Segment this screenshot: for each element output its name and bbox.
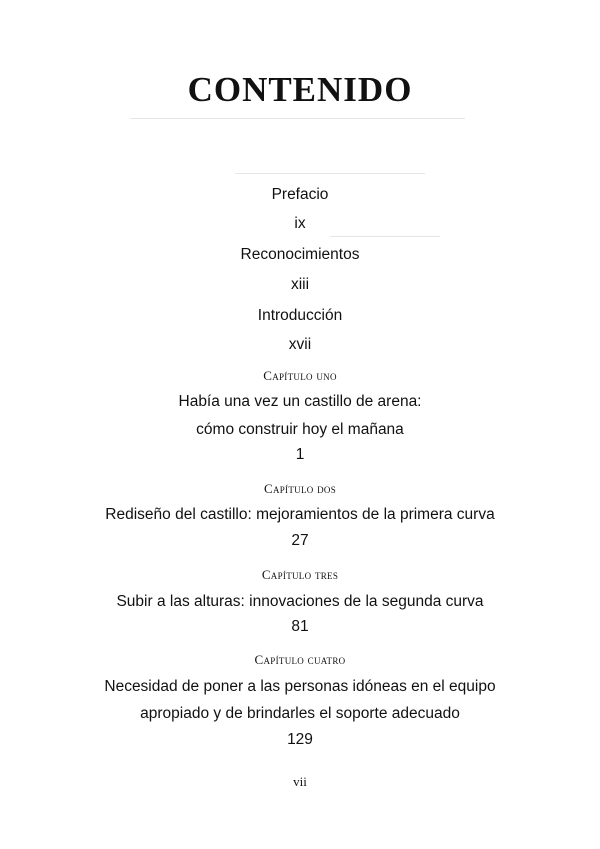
chapter-title-line: Necesidad de poner a las personas idóneas en el equipo (104, 678, 496, 695)
chapter-page-number: 129 (287, 731, 313, 748)
toc-page-acknowledgments: xiii (290, 276, 310, 293)
show-through-mark (330, 236, 440, 237)
chapter-page-number: 27 (291, 532, 309, 549)
page-folio: vii (293, 774, 307, 789)
chapter-heading: Capítulo tres (261, 567, 339, 582)
page-title: CONTENIDO (187, 70, 413, 109)
chapter-title-line: apropiado y de brindarles el soporte adecuado (140, 705, 460, 722)
show-through-mark (235, 173, 425, 174)
chapter-heading: Capítulo dos (263, 481, 337, 496)
toc-entry-introduction: Introducción (257, 307, 343, 324)
toc-page-preface: ix (294, 215, 306, 232)
chapter-title-line: cómo construir hoy el mañana (196, 421, 404, 438)
toc-page-introduction: xvii (288, 336, 312, 353)
toc-entry-preface: Prefacio (271, 186, 329, 203)
chapter-heading: Capítulo cuatro (254, 652, 346, 667)
show-through-mark (130, 118, 465, 119)
toc-entry-acknowledgments: Reconocimientos (240, 246, 360, 263)
chapter-title-line: Rediseño del castillo: mejoramientos de la primera curva (105, 506, 495, 523)
chapter-heading: Capítulo uno (263, 368, 337, 383)
chapter-page-number: 81 (291, 618, 309, 635)
chapter-title-line: Había una vez un castillo de arena: (178, 393, 422, 410)
chapter-title-line: Subir a las alturas: innovaciones de la segunda curva (116, 593, 484, 610)
chapter-page-number: 1 (295, 446, 305, 463)
